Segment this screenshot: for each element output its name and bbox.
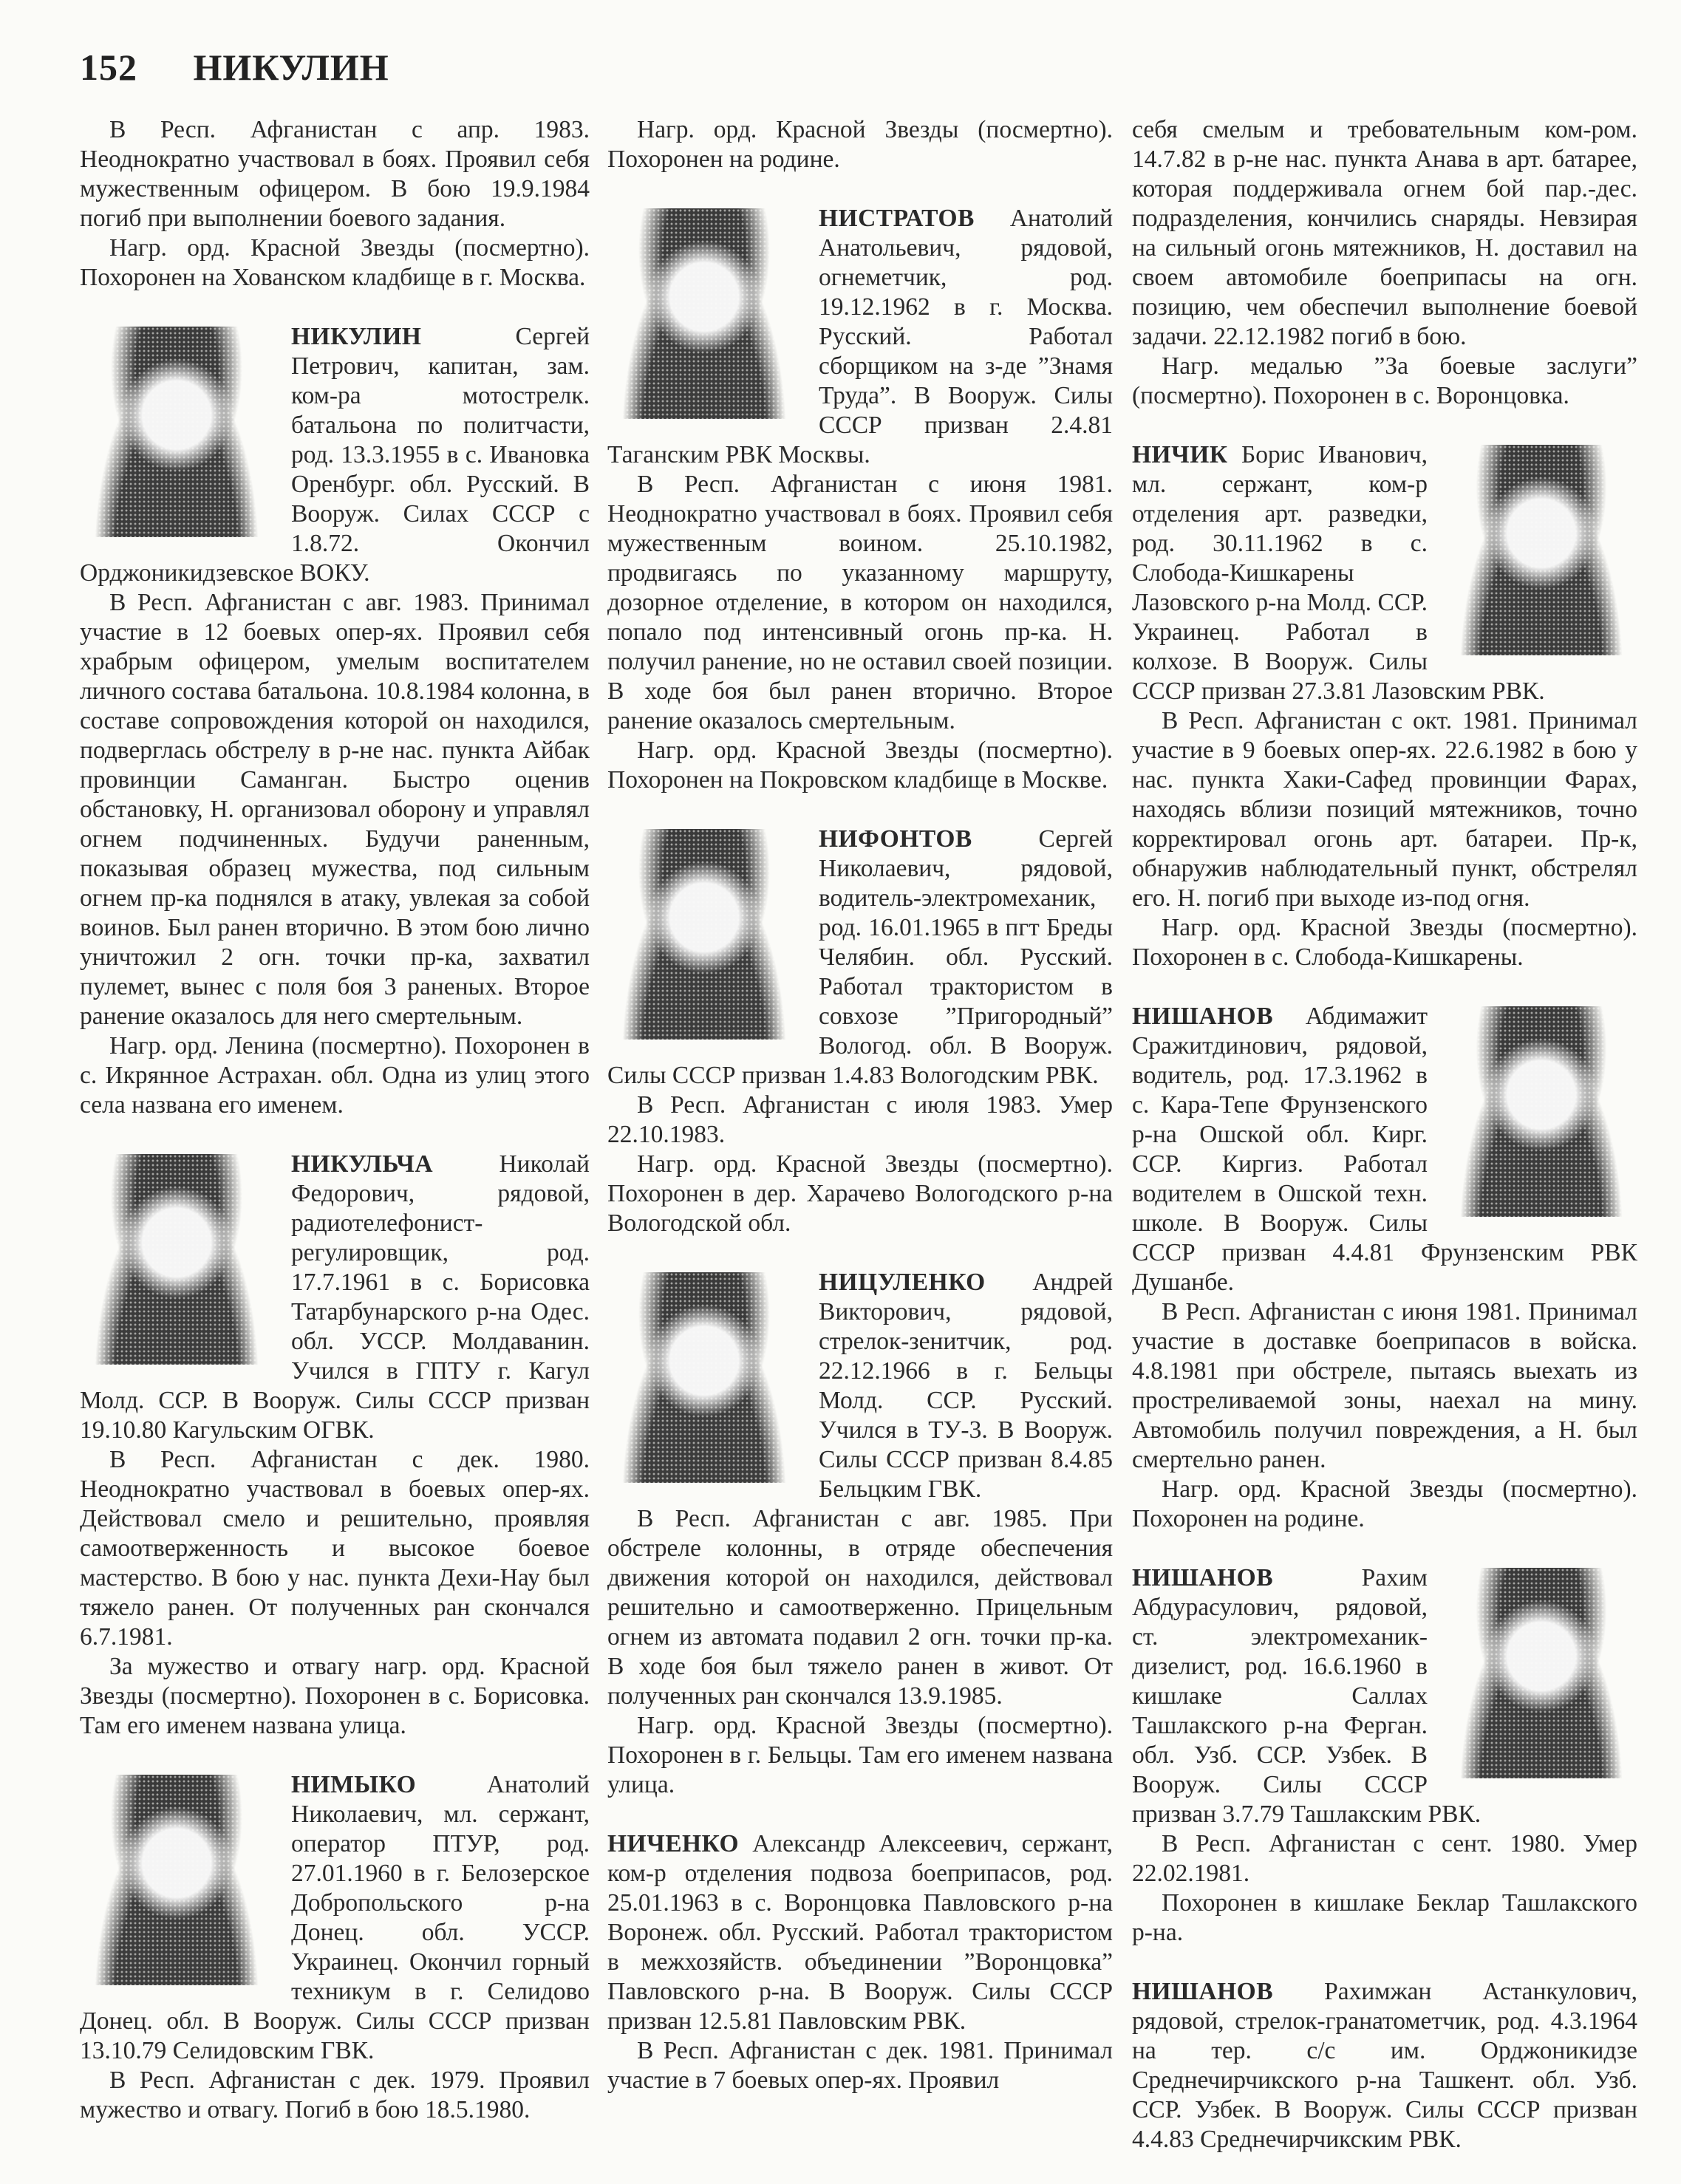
entry-nichenko <box>607 1829 1113 2095</box>
entry-nimyko <box>80 1770 590 2125</box>
paragraph: Нагр. орд. Ленина (посмертно). Похоронен в с. Икрянное Астрахан. обл. Одна из улиц этого села названа его именем. <box>80 1032 590 1119</box>
paragraph: Нагр. орд. Красной Звезды (посмертно). Похоронен на Хованском кладбище в г. Москва. <box>80 234 590 291</box>
entry-lead <box>80 1770 590 2066</box>
entry-surname: НИКУЛИН <box>291 323 422 350</box>
portrait-photo <box>607 208 801 419</box>
continuation-text <box>1132 115 1637 411</box>
entry-nistratov <box>607 204 1113 795</box>
halftone-screen <box>80 327 273 537</box>
entry-lead-text: Андрей Викторович, рядовой, стрелок-зенитчик, род. 22.12.1966 в г. Бельцы Молд. ССР. Русский. Учился в ТУ-3. В Вооруж. Силы СССР призван 8.4.85 Бельцким ГВК. <box>819 1269 1113 1503</box>
portrait-photo <box>607 829 801 1040</box>
entry-lead-text: Николай Федорович, рядовой, радиотелефонист-регулировщик, род. 17.7.1961 в с. Борисовка Татарбунарского р-на Одес. обл. УССР. Молдаванин. Учился в ГПТУ г. Кагул Молд. ССР. В Вооруж. Силы СССР призван 19.10.80 Кагульским ОГВК. <box>80 1150 590 1444</box>
page-number: 152 <box>80 47 137 88</box>
column-2 <box>607 115 1113 2125</box>
paragraph: В Респ. Афганистан с июля 1983. Умер 22.10.1983. <box>607 1091 1113 1148</box>
entry-nitsulenko <box>607 1268 1113 1800</box>
paragraph: В Респ. Афганистан с июня 1981. Неоднократно участвовал в боях. Проявил себя мужественным воином. 25.10.1982, продвигаясь по указанному маршруту, дозорное отделение, в котором он находился, попало под интенсивный огонь пр-ка. Н. получил ранение, но не оставил своей позиции. В ходе боя был ранен вторично. Второе ранение оказалось смертельным. <box>607 471 1113 734</box>
portrait-photo <box>80 1775 273 1985</box>
halftone-screen <box>1445 1006 1637 1217</box>
paragraph: В Респ. Афганистан с дек. 1981. Принимал участие в 7 боевых опер-ях. Проявил <box>607 2037 1113 2094</box>
entry-surname: НИЧЕНКО <box>607 1830 740 1857</box>
entry-nifontov <box>607 825 1113 1238</box>
column-1 <box>80 115 590 2154</box>
entry-lead <box>80 322 590 588</box>
portrait-photo <box>607 1272 801 1483</box>
entry-lead-text: Борис Иванович, мл. сержант, ком-р отделения арт. разведки, род. 30.11.1962 в с. Слобода-Кишкарены Лазовского р-на Молд. ССР. Украинец. Работал в колхозе. В Вооруж. Силы СССР призван 27.3.81 Лазовским РВК. <box>1132 441 1545 705</box>
paragraph: В Респ. Афганистан с апр. 1983. Неоднократно участвовал в боях. Проявил себя мужественным офицером. В бою 19.9.1984 погиб при выполнении боевого задания. <box>80 116 590 232</box>
running-head-title: НИКУЛИН <box>193 47 389 88</box>
portrait-photo <box>1445 1568 1637 1778</box>
entry-surname: НИМЫКО <box>291 1771 417 1798</box>
paragraph: Нагр. орд. Красной Звезды (посмертно). Похоронен в дер. Харачево Вологодского р-на Вологодской обл. <box>607 1150 1113 1237</box>
entry-lead <box>607 825 1113 1091</box>
entry-surname: НИШАНОВ <box>1132 1564 1274 1591</box>
paragraph: В Респ. Афганистан с авг. 1985. При обстреле колонны, в отряде обеспечения движения которой он находился, действовал решительно и самоотверженно. Прицельным огнем из автомата подавил 2 огн. точки пр-ка. В ходе боя был тяжело ранен в живот. От полученных ран скончался 13.9.1985. <box>607 1505 1113 1710</box>
halftone-screen <box>80 1154 273 1365</box>
paragraph: Нагр. орд. Красной Звезды (посмертно). Похоронен на родине. <box>607 116 1113 173</box>
halftone-screen <box>1445 1568 1637 1778</box>
entry-surname: НИСТРАТОВ <box>819 205 975 232</box>
entry-nishanov-rakhim <box>1132 1563 1637 1948</box>
paragraph: Нагр. орд. Красной Звезды (посмертно). Похоронен на родине. <box>1132 1475 1637 1532</box>
paragraph: Нагр. орд. Красной Звезды (посмертно). Похоронен в с. Слобода-Кишкарены. <box>1132 914 1637 971</box>
entry-surname: НИШАНОВ <box>1132 1978 1274 2005</box>
portrait-photo <box>1445 445 1637 655</box>
halftone-screen <box>607 1272 801 1483</box>
paragraph: В Респ. Афганистан с дек. 1979. Проявил мужество и отвагу. Погиб в бою 18.5.1980. <box>80 2067 590 2123</box>
entry-lead-text: Рахим Абдурасулович, рядовой, ст. электромеханик-дизелист, род. 16.6.1960 в кишлаке Саллах Ташлакского р-на Ферган. обл. Узб. ССР. Узбек. В Вооруж. Силы СССР призван 3.7.79 Ташлакским РВК. <box>1132 1564 1481 1828</box>
entry-lead <box>607 1829 1113 2036</box>
portrait-photo <box>80 327 273 537</box>
entry-lead-text: Сергей Петрович, капитан, зам. ком-ра мотострелк. батальона по политчасти, род. 13.3.1955 в с. Ивановка Оренбург. обл. Русский. В Вооруж. Силах СССР с 1.8.72. Окончил Орджоникидзевское ВОКУ. <box>80 323 590 587</box>
entry-lead-text: Анатолий Анатольевич, рядовой, огнеметчик, род. 19.12.1962 в г. Москва. Русский. Работал сборщиком на з-де ”Знамя Труда”. В Вооруж. Силы СССР призван 2.4.81 Таганским РВК Москвы. <box>607 205 1113 468</box>
entry-surname: НИКУЛЬЧА <box>291 1150 434 1178</box>
entry-surname: НИШАНОВ <box>1132 1003 1274 1030</box>
paragraph: Нагр. орд. Красной Звезды (посмертно). Похоронен в г. Бельцы. Там его именем названа улица. <box>607 1712 1113 1798</box>
entry-nishanov-abdimazhit <box>1132 1002 1637 1534</box>
paragraph: В Респ. Афганистан с окт. 1981. Принимал участие в 9 боевых опер-ях. 22.6.1982 в бою у нас. пункта Хаки-Сафед провинции Фарах, находясь вблизи позиций мятежников, точно корректировал огонь арт. батареи. Пр-к, обнаружив наблюдательный пункт, обстрелял его. Н. погиб при выходе из-под огня. <box>1132 707 1637 912</box>
paragraph: Нагр. орд. Красной Звезды (посмертно). Похоронен на Покровском кладбище в Москве. <box>607 737 1113 794</box>
entry-surname: НИФОНТОВ <box>819 825 972 853</box>
entry-nikulcha <box>80 1150 590 1741</box>
entry-nikulin <box>80 322 590 1120</box>
entry-surname: НИЦУЛЕНКО <box>819 1269 986 1296</box>
entry-lead <box>80 1150 590 1445</box>
entry-lead <box>1132 1563 1637 1829</box>
entry-lead <box>1132 1977 1637 2154</box>
paragraph: В Респ. Афганистан с сент. 1980. Умер 22.02.1981. <box>1132 1830 1637 1887</box>
halftone-screen <box>1445 445 1637 655</box>
entry-surname: НИЧИК <box>1132 441 1228 468</box>
entry-nishanov-rakhimzhan <box>1132 1977 1637 2154</box>
entry-lead <box>607 204 1113 470</box>
continuation-text <box>80 115 590 293</box>
entry-lead <box>1132 440 1637 706</box>
column-3 <box>1132 115 1637 2184</box>
paragraph: За мужество и отвагу нагр. орд. Красной Звезды (посмертно). Похоронен в с. Борисовка. Там его именем названа улица. <box>80 1653 590 1739</box>
paragraph: Нагр. медалью ”За боевые заслуги” (посмертно). Похоронен в с. Воронцовка. <box>1132 352 1637 409</box>
paragraph: В Респ. Афганистан с авг. 1983. Принимал участие в 12 боевых опер-ях. Проявил себя храбрым офицером, умелым воспитателем личного состава батальона. 10.8.1984 колонна, в составе сопровождения которой он находился, подверглась обстрелу в р-не нас. пункта Айбак провинции Саманган. Быстро оценив обстановку, Н. организовал оборону и управлял огнем подчиненных. Будучи раненным, показывая образец мужества, под сильным огнем пр-ка поднялся в атаку, увлекая за собой воинов. Был ранен вторично. В этом бою лично уничтожил 2 огн. точки пр-ка, захватил пулемет, вынес с поля боя 3 раненых. Второе ранение оказалось для него смертельным. <box>80 589 590 1030</box>
entry-lead <box>607 1268 1113 1504</box>
entry-lead-text: Абдимажит Сражитдинович, рядовой, водитель, род. 17.3.1962 в с. Кара-Тепе Фрунзенского р-на Ошской обл. Кирг. ССР. Киргиз. Работал водителем в Ошской техн. школе. В Вооруж. Силы СССР призван 4.4.81 Фрунзенским РВК Душанбе. <box>1132 1003 1637 1296</box>
paragraph: В Респ. Афганистан с дек. 1980. Неоднократно участвовал в боевых опер-ях. Действовал смело и решительно, проявляя самоотверженность и высокое боевое мастерство. В бою у нас. пункта Дехи-Нау был тяжело ранен. От полученных ран скончался 6.7.1981. <box>80 1446 590 1651</box>
entry-lead <box>1132 1002 1637 1297</box>
portrait-photo <box>80 1154 273 1365</box>
paragraph: себя смелым и требовательным ком-ром. 14.7.82 в р-не нас. пункта Анава в арт. батарее, которая поддерживала огнем бой пар.-дес. подразделения, кончились снаряды. Невзирая на сильный огонь мятежников, Н. доставил на своем автомобиле боеприпасы на огн. позицию, чем обеспечил выполнение боевой задачи. 22.12.1982 погиб в бою. <box>1132 116 1637 350</box>
paragraph: Похоронен в кишлаке Беклар Ташлакского р-на. <box>1132 1889 1637 1946</box>
continuation-text <box>607 115 1113 174</box>
entry-lead-text: Рахимжан Астанкулович, рядовой, стрелок-гранатометчик, род. 4.3.1964 на тер. с/с им. Орджоникидзе Среднечирчикского р-на Ташкент. обл. Узб. ССР. Узбек. В Вооруж. Силы СССР призван 4.4.83 Среднечирчикским РВК. <box>1132 1978 1637 2153</box>
portrait-photo <box>1445 1006 1637 1217</box>
entry-lead-text: Сергей Николаевич, рядовой, водитель-электромеханик, род. 16.01.1965 в пгт Бреды Челябин. обл. Русский. Работал трактористом в совхозе ”Пригородный” Вологод. обл. В Вооруж. Силы СССР призван 1.4.83 Вологодским РВК. <box>607 825 1113 1089</box>
entry-nichik <box>1132 440 1637 972</box>
entry-lead-text: Александр Алексеевич, сержант, ком-р отделения подвоза боеприпасов, род. 25.01.1963 в с. Воронцовка Павловского р-на Воронеж. обл. Русский. Работал трактористом в межхозяйств. объединении ”Воронцовка” Павловского р-на. В Вооруж. Силы СССР призван 12.5.81 Павловским РВК. <box>607 1830 1113 2035</box>
halftone-screen <box>607 829 801 1040</box>
running-head <box>80 46 389 89</box>
halftone-screen <box>80 1775 273 1985</box>
entry-lead-text: Анатолий Николаевич, мл. сержант, оператор ПТУР, род. 27.01.1960 в г. Белозерское Добропольского р-на Донец. обл. УССР. Украинец. Окончил горный техникум в г. Селидово Донец. обл. В Вооруж. Силы СССР призван 13.10.79 Селидовским ГВК. <box>80 1771 590 2064</box>
halftone-screen <box>607 208 801 419</box>
paragraph: В Респ. Афганистан с июня 1981. Принимал участие в доставке боеприпасов в войска. 4.8.1981 при обстреле, пытаясь выехать из простреливаемой зоны, наехал на мину. Автомобиль получил повреждения, а Н. был смертельно ранен. <box>1132 1298 1637 1473</box>
